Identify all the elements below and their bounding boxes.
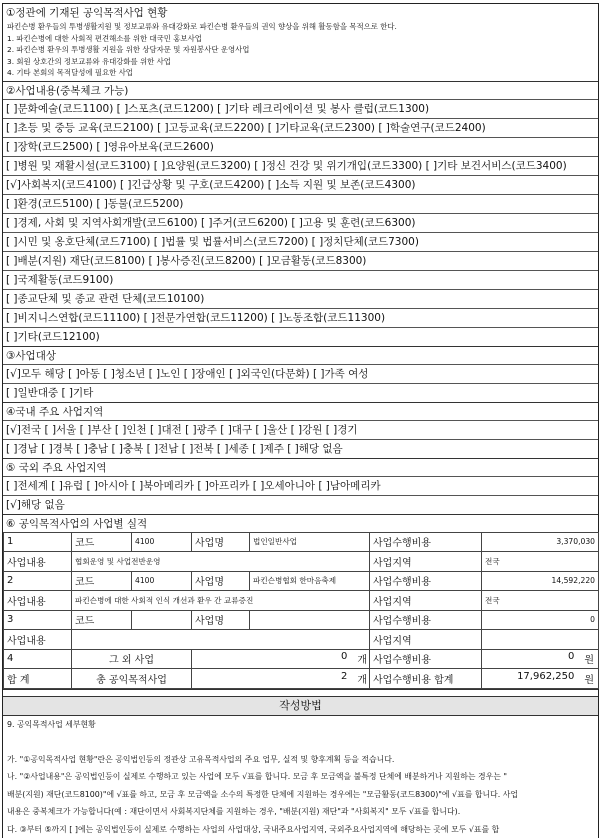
checkbox-line[interactable]: [ ]배분(지원) 재단(코드8100) [ ]봉사증진(코드8200) [ ]모금활동(코드8300) <box>3 251 598 270</box>
checkbox-line[interactable]: [ ]초등 및 중등 교육(코드2100) [ ]고등교육(코드2200) [ ]기타교육(코드2300) [ ]학술연구(코드2400) <box>3 118 598 137</box>
method-line: 9. 공익목적사업 세부현황 <box>3 716 598 734</box>
total-cost: 17,962,250 <box>517 671 584 686</box>
section-title: ②사업내용(중복체크 가능) <box>3 82 598 99</box>
checkbox-line[interactable]: [ ]환경(코드5100) [ ]동물(코드5200) <box>3 194 598 213</box>
biz-name-value <box>250 610 370 630</box>
checkbox-line[interactable]: [ ]시민 및 옹호단체(코드7100) [ ]법률 및 법률서비스(코드7200) [ ]정치단체(코드7300) <box>3 232 598 251</box>
content-label: 사업내용 <box>4 552 72 572</box>
purpose-line: 3. 회원 상호간의 정보교류와 유대강화를 위한 사업 <box>3 56 598 68</box>
section-domestic-region <box>3 403 598 459</box>
code-label: 코드 <box>72 610 132 630</box>
total-cost-label: 사업수행비용 합계 <box>370 669 482 689</box>
section-writing-method <box>3 696 598 838</box>
checkbox-line[interactable]: [√]전국 [ ]서울 [ ]부산 [ ]인천 [ ]대전 [ ]광주 [ ]대구 [ ]울산 [ ]강원 [ ]경기 <box>3 420 598 439</box>
biz-name-label: 사업명 <box>192 571 250 591</box>
content-label: 사업내용 <box>4 591 72 611</box>
cost-value: 14,592,220 <box>482 571 599 591</box>
table-row <box>4 649 599 669</box>
row-number: 1 <box>4 532 72 552</box>
table-row <box>4 571 599 591</box>
other-count-unit: 개 <box>357 651 369 666</box>
region-label: 사업지역 <box>370 630 482 650</box>
checkbox-line[interactable]: [ ]장학(코드2500) [ ]영유아보육(코드2600) <box>3 137 598 156</box>
cost-label: 사업수행비용 <box>370 649 482 669</box>
biz-name-label: 사업명 <box>192 532 250 552</box>
purpose-line: 1. 파킨슨병에 대한 사회적 편견해소를 위한 대국민 홍보사업 <box>3 33 598 45</box>
cost-label: 사업수행비용 <box>370 532 482 552</box>
biz-name-label: 사업명 <box>192 610 250 630</box>
content-value: 협회운영 및 사업전반운영 <box>72 552 370 572</box>
checkbox-line[interactable]: [ ]경남 [ ]경북 [ ]충남 [ ]충북 [ ]전남 [ ]전북 [ ]세종 [ ]제주 [ ]해당 없음 <box>3 439 598 458</box>
code-value <box>132 610 192 630</box>
section-target <box>3 347 598 403</box>
row-number: 3 <box>4 610 72 630</box>
table-row <box>4 630 599 650</box>
code-label: 코드 <box>72 532 132 552</box>
form-box <box>2 3 599 838</box>
won-unit: 원 <box>584 671 598 686</box>
won-unit: 원 <box>584 651 598 666</box>
total-cost-cell <box>482 669 599 689</box>
method-line: 나. "②사업내용"은 공익법인등이 실제로 수행하고 있는 사업에 모두 √표를 합니다. 모금 후 모금액을 불특정 단체에 배분하거나 지원하는 경우는 " <box>3 768 598 786</box>
checkbox-line[interactable]: [√]사회복지(코드4100) [ ]긴급상황 및 구호(코드4200) [ ]소득 지원 및 보존(코드4300) <box>3 175 598 194</box>
performance-table <box>3 532 599 689</box>
cost-label: 사업수행비용 <box>370 610 482 630</box>
row-number: 4 <box>4 649 72 669</box>
region-label: 사업지역 <box>370 591 482 611</box>
checkbox-line[interactable]: [ ]국제활동(코드9100) <box>3 270 598 289</box>
checkbox-line[interactable]: [ ]전세계 [ ]유럽 [ ]아시아 [ ]북아메리카 [ ]아프리카 [ ]오세아니아 [ ]남아메리카 <box>3 476 598 495</box>
method-line: 배분(지원) 재단(코드8100)"에 √표를 하고, 모금 후 모금액을 소수의 특정한 단체에 지원하는 경우에는 "모금활동(코드8300)"에 √표를 합니다. 사업 <box>3 786 598 804</box>
checkbox-line[interactable]: [ ]비지니스연합(코드11100) [ ]전문가연합(코드11200) [ ]노동조합(코드11300) <box>3 308 598 327</box>
other-business-label: 그 외 사업 <box>72 649 192 669</box>
total-business-label: 총 공익목적사업 <box>72 669 192 689</box>
section-performance <box>3 515 598 690</box>
biz-name-value: 파킨슨병협회 한마음축제 <box>250 571 370 591</box>
section-title: ①정관에 기재된 공익목적사업 현황 <box>3 4 598 21</box>
cost-label: 사업수행비용 <box>370 571 482 591</box>
content-value: 파킨슨병에 대한 사회적 인식 개선과 환우 간 교류증진 <box>72 591 370 611</box>
checkbox-line[interactable]: [ ]종교단체 및 종교 관련 단체(코드10100) <box>3 289 598 308</box>
other-cost-cell <box>482 649 599 669</box>
section-title: ⑤ 국외 주요 사업지역 <box>3 459 598 476</box>
region-value <box>482 630 599 650</box>
cost-value: 3,370,030 <box>482 532 599 552</box>
content-value <box>72 630 370 650</box>
region-label: 사업지역 <box>370 552 482 572</box>
region-value: 전국 <box>482 552 599 572</box>
purpose-line: 파킨슨병 환우들의 투병생활지원 및 정보교류와 유대강화로 파킨슨병 환우들의 권익 향상을 위해 활동함을 목적으로 한다. <box>3 21 598 33</box>
section-title: ⑥ 공익목적사업의 사업별 실적 <box>3 515 598 532</box>
table-row <box>4 669 599 689</box>
checkbox-line[interactable]: [√]모두 해당 [ ]아동 [ ]청소년 [ ]노인 [ ]장애인 [ ]외국인(다문화) [ ]가족 여성 <box>3 364 598 383</box>
table-row <box>4 532 599 552</box>
code-value: 4100 <box>132 571 192 591</box>
checkbox-line[interactable]: [ ]경제, 사회 및 지역사회개발(코드6100) [ ]주거(코드6200) [ ]고용 및 훈련(코드6300) <box>3 213 598 232</box>
other-count: 0 <box>341 651 357 666</box>
section-title: ③사업대상 <box>3 347 598 364</box>
row-number: 2 <box>4 571 72 591</box>
section-public-purpose <box>3 4 598 82</box>
checkbox-line[interactable]: [ ]일반대중 [ ]기타 <box>3 383 598 402</box>
table-row <box>4 610 599 630</box>
section-overseas-region <box>3 459 598 515</box>
method-line: 다. ③부터 ⑤까지 [ ]에는 공익법인등이 실제로 수행하는 사업의 사업대상, 국내주요사업지역, 국외주요사업지역에 해당하는 곳에 모두 √표를 합 <box>3 821 598 838</box>
content-label: 사업내용 <box>4 630 72 650</box>
method-title: 작성방법 <box>3 696 598 716</box>
other-cost: 0 <box>568 651 584 666</box>
total-label: 합 계 <box>4 669 72 689</box>
table-row <box>4 591 599 611</box>
cost-value: 0 <box>482 610 599 630</box>
table-row <box>4 552 599 572</box>
checkbox-line[interactable]: [ ]병원 및 재활시설(코드3100) [ ]요양원(코드3200) [ ]정신 건강 및 위기개입(코드3300) [ ]기타 보건서비스(코드3400) <box>3 156 598 175</box>
total-count-cell <box>192 669 370 689</box>
code-value: 4100 <box>132 532 192 552</box>
method-line <box>3 733 598 751</box>
method-line: 내용은 중복체크가 가능합니다(예 : 재단이면서 사회복지단체를 지원하는 경우, "배분(지원) 재단"과 "사회복지" 모두 √표를 합니다). <box>3 803 598 821</box>
region-value: 전국 <box>482 591 599 611</box>
purpose-line: 2. 파킨슨병 환우의 투병생활 지원을 위한 상담자문 및 자원봉사단 운영사업 <box>3 44 598 56</box>
section-business-content <box>3 82 598 347</box>
biz-name-value: 법인일반사업 <box>250 532 370 552</box>
code-label: 코드 <box>72 571 132 591</box>
method-line: 가. "①공익목적사업 현황"란은 공익법인등의 정관상 고유목적사업의 주요 업무, 실적 및 향후계획 등을 적습니다. <box>3 751 598 769</box>
section-title: ④국내 주요 사업지역 <box>3 403 598 420</box>
total-count: 2 <box>341 671 357 686</box>
purpose-line: 4. 기타 본회의 목적달성에 필요한 사업 <box>3 67 598 81</box>
checkbox-line[interactable]: [ ]문화예술(코드1100) [ ]스포츠(코드1200) [ ]기타 레크리에이션 및 봉사 클럽(코드1300) <box>3 99 598 118</box>
other-count-cell <box>192 649 370 669</box>
total-count-unit: 개 <box>357 671 369 686</box>
checkbox-line[interactable]: [√]해당 없음 <box>3 495 598 514</box>
checkbox-line[interactable]: [ ]기타(코드12100) <box>3 327 598 346</box>
